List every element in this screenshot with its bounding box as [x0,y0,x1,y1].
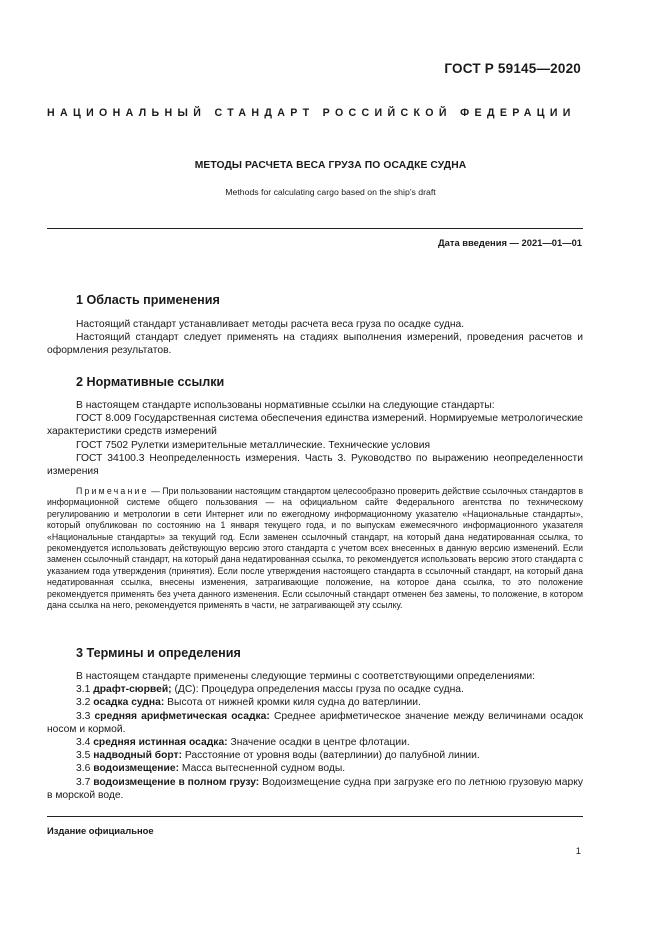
term-number: 3.6 [76,763,94,775]
paragraph: ГОСТ 8.009 Государственная система обеспечения единства измерений. Нормируемые метрологические характеристики средств измерений [47,413,583,438]
section-2-note [47,486,583,611]
term-number: 3.7 [76,776,94,788]
header-divider [47,228,583,229]
term-definition: Среднее арифметическое значение между величинами осадок носом и кормой. [47,710,583,735]
section-3-heading: 3 Термины и определения [76,646,241,660]
paragraph: ГОСТ 7502 Рулетки измерительные металлические. Технические условия [76,439,431,451]
section-3-body [47,670,583,802]
term-entry [47,762,583,775]
term-name: драфт-сюрвей; [93,684,172,696]
term-number: 3.1 [76,684,94,696]
term-definition: Масса вытесненной судном воды. [179,763,346,775]
paragraph: В настоящем стандарте применены следующие термины с соответствующими определениями: [76,671,536,682]
section-1-heading: 1 Область применения [76,293,220,307]
note-paragraph [47,486,583,611]
paragraph: В настоящем стандарте использованы нормативные ссылки на следующие стандарты: [76,400,495,411]
term-entry [47,683,583,696]
term-entry [47,736,583,749]
term-definition: Высота от нижней кромки киля судна до ватерлинии. [164,697,421,709]
term-entry [47,749,583,762]
official-edition-label: Издание официальное [47,825,154,836]
document-title-english: Methods for calculating cargo based on the ship’s draft [225,187,436,197]
term-name: водоизмещение в полном грузу: [93,776,260,788]
section-2-heading: 2 Нормативные ссылки [76,375,225,389]
paragraph: Настоящий стандарт следует применять на стадиях выполнения измерений, проведения расчетов и оформления результатов. [47,332,583,357]
term-number: 3.4 [76,737,94,749]
term-number: 3.5 [76,750,94,762]
term-definition: Значение осадки в центре флотации. [227,737,410,749]
footer-divider [47,816,583,817]
note-text: — При пользовании настоящим стандартом целесообразно проверить действие ссылочных стандартов в информационной системе общего пользования — на официальном сайте Федерального агентства по техническому регулированию и метрологии в сети Интернет или по ежегодному информационному указателю «Национальные стандарты», который опубликован по состоянию на 1 января текущего года, и по выпускам ежемесячного информационного указателя «Национальные стандарты» за текущий год. Если заменен ссылочный стандарт, на который дана недатированная ссылка, то рекомендуется использовать действующую версию этого стандарта с учетом всех внесенных в данную версию изменений. Если заменен ссылочный стандарт, на который дана недатированная ссылка, то рекомендуется использовать версию этого стандарта с указанием года утверждения (принятия). Если после утверждения настоящего стандарта в ссылочный стандарт, на который дана недатированная ссылка, внесены изменения, затрагивающие положение, на которое дана ссылка, то это положение рекомендуется применять без учета данного изменения. Если ссылочный стандарт отменен без замены, то положение, в котором дана ссылка на него, рекомендуется применять в части, не затрагивающей эту ссылку. [47,486,583,611]
introduction-date: Дата введения — 2021—01—01 [437,237,582,248]
term-name: средняя арифметическая осадка: [94,710,270,722]
term-name: средняя истинная осадка: [93,737,228,749]
gost-number: ГОСТ Р 59145—2020 [444,61,581,76]
term-entry [47,710,583,736]
term-definition: Расстояние от уровня воды (ватерлинии) до палубной линии. [182,750,480,762]
term-name: надводный борт: [93,750,183,762]
term-number: 3.3 [76,710,95,722]
term-entry [47,776,583,802]
page-number: 1 [575,845,581,856]
term-definition: (ДС): Процедура определения массы груза по осадке судна. [171,684,464,696]
term-name: осадка судна: [93,697,165,709]
note-label: Примечание [76,486,149,496]
term-number: 3.2 [76,697,94,709]
document-title: МЕТОДЫ РАСЧЕТА ВЕСА ГРУЗА ПО ОСАДКЕ СУДНА [194,160,467,171]
term-name: водоизмещение: [93,763,180,775]
term-definition: Водоизмещение судна при загрузке его по летнюю грузовую марку в морской воде. [47,776,583,801]
section-2-body [47,399,583,478]
paragraph: Настоящий стандарт устанавливает методы расчета веса груза по осадке судна. [76,319,465,330]
national-standard-label: НАЦИОНАЛЬНЫЙ СТАНДАРТ РОССИЙСКОЙ ФЕДЕРАЦИИ [47,107,576,119]
section-1-body [47,318,583,358]
term-entry [47,696,583,709]
paragraph: ГОСТ 34100.3 Неопределенность измерения. Часть 3. Руководство по выражению неопределенности измерения [47,452,583,478]
